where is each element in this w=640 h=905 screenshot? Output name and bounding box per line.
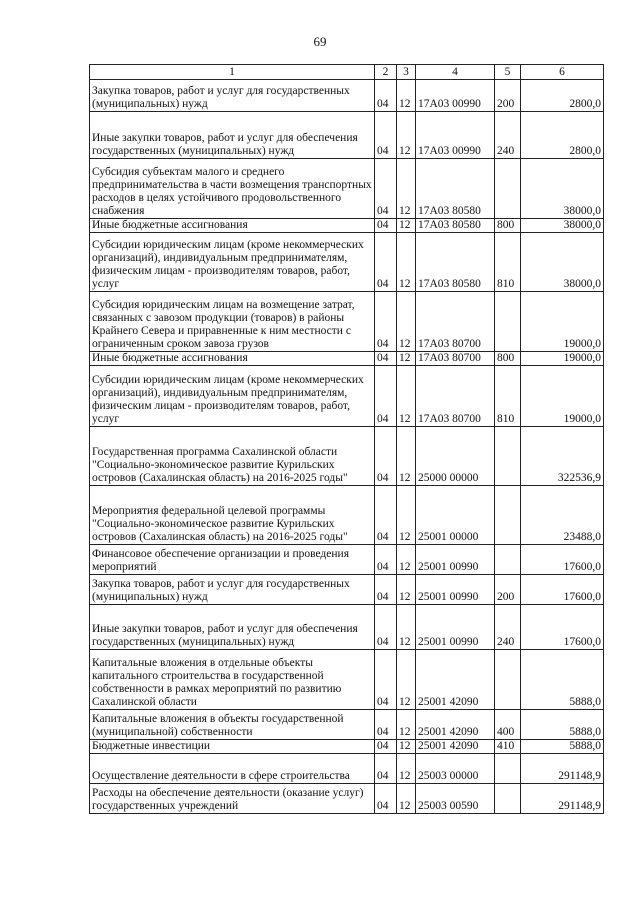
row-name-cell: Субсидии юридическим лицам (кроме некоммерческих организаций), индивидуальным предпринимателям, физическим лицам - производителям товаров, работ, услуг bbox=[90, 366, 375, 427]
subsection-code-cell: 12 bbox=[397, 352, 416, 366]
column-header: 2 bbox=[375, 65, 397, 80]
amount-cell: 38000,0 bbox=[521, 219, 604, 233]
subsection-code-cell: 12 bbox=[397, 112, 416, 159]
subsection-code-cell: 12 bbox=[397, 740, 416, 754]
section-code-cell: 04 bbox=[375, 575, 397, 605]
amount-cell: 322536,9 bbox=[521, 427, 604, 486]
column-header: 3 bbox=[397, 65, 416, 80]
amount-cell: 38000,0 bbox=[521, 233, 604, 292]
target-article-cell: 25001 42090 bbox=[416, 650, 495, 710]
target-article-cell: 25003 00000 bbox=[416, 754, 495, 784]
target-article-cell: 25000 00000 bbox=[416, 427, 495, 486]
table-row bbox=[90, 740, 604, 754]
row-name-cell: Государственная программа Сахалинской области "Социально-экономическое развитие Курильских островов (Сахалинская область) на 2016-2025 годы" bbox=[90, 427, 375, 486]
amount-cell: 17600,0 bbox=[521, 575, 604, 605]
row-name-cell: Мероприятия федеральной целевой программы "Социально-экономическое развитие Курильских островов (Сахалинская область) на 2016-2025 годы" bbox=[90, 486, 375, 545]
section-code-cell: 04 bbox=[375, 740, 397, 754]
expense-type-cell bbox=[495, 784, 521, 814]
expense-type-cell: 410 bbox=[495, 740, 521, 754]
row-name-cell: Закупка товаров, работ и услуг для государственных (муниципальных) нужд bbox=[90, 80, 375, 112]
target-article-cell: 17А03 00990 bbox=[416, 80, 495, 112]
table-row bbox=[90, 545, 604, 575]
expense-type-cell: 200 bbox=[495, 80, 521, 112]
target-article-cell: 17А03 00990 bbox=[416, 112, 495, 159]
row-name-cell: Расходы на обеспечение деятельности (оказание услуг) государственных учреждений bbox=[90, 784, 375, 814]
target-article-cell: 25001 42090 bbox=[416, 740, 495, 754]
section-code-cell: 04 bbox=[375, 159, 397, 219]
table-row bbox=[90, 427, 604, 486]
amount-cell: 291148,9 bbox=[521, 754, 604, 784]
target-article-cell: 17А03 80580 bbox=[416, 159, 495, 219]
row-name-cell: Иные закупки товаров, работ и услуг для обеспечения государственных (муниципальных) нужд bbox=[90, 112, 375, 159]
section-code-cell: 04 bbox=[375, 784, 397, 814]
column-header: 6 bbox=[521, 65, 604, 80]
amount-cell: 17600,0 bbox=[521, 605, 604, 650]
target-article-cell: 25001 00990 bbox=[416, 605, 495, 650]
row-name-cell: Осуществление деятельности в сфере строительства bbox=[90, 754, 375, 784]
amount-cell: 19000,0 bbox=[521, 366, 604, 427]
table-row bbox=[90, 710, 604, 740]
section-code-cell: 04 bbox=[375, 233, 397, 292]
subsection-code-cell: 12 bbox=[397, 486, 416, 545]
amount-cell: 23488,0 bbox=[521, 486, 604, 545]
subsection-code-cell: 12 bbox=[397, 427, 416, 486]
column-header: 1 bbox=[90, 65, 375, 80]
expense-type-cell: 800 bbox=[495, 352, 521, 366]
table-row bbox=[90, 486, 604, 545]
subsection-code-cell: 12 bbox=[397, 80, 416, 112]
amount-cell: 5888,0 bbox=[521, 740, 604, 754]
section-code-cell: 04 bbox=[375, 605, 397, 650]
row-name-cell: Финансовое обеспечение организации и проведения мероприятий bbox=[90, 545, 375, 575]
table-row bbox=[90, 112, 604, 159]
subsection-code-cell: 12 bbox=[397, 784, 416, 814]
table-row bbox=[90, 219, 604, 233]
table-row bbox=[90, 754, 604, 784]
row-name-cell: Закупка товаров, работ и услуг для государственных (муниципальных) нужд bbox=[90, 575, 375, 605]
column-header: 5 bbox=[495, 65, 521, 80]
table-row bbox=[90, 784, 604, 814]
amount-cell: 19000,0 bbox=[521, 352, 604, 366]
expense-type-cell: 240 bbox=[495, 112, 521, 159]
amount-cell: 291148,9 bbox=[521, 784, 604, 814]
row-name-cell: Бюджетные инвестиции bbox=[90, 740, 375, 754]
section-code-cell: 04 bbox=[375, 352, 397, 366]
row-name-cell: Иные бюджетные ассигнования bbox=[90, 352, 375, 366]
table-row bbox=[90, 605, 604, 650]
target-article-cell: 25001 00990 bbox=[416, 545, 495, 575]
table-row bbox=[90, 159, 604, 219]
expense-type-cell: 400 bbox=[495, 710, 521, 740]
subsection-code-cell: 12 bbox=[397, 233, 416, 292]
table-row bbox=[90, 233, 604, 292]
column-header: 4 bbox=[416, 65, 495, 80]
amount-cell: 5888,0 bbox=[521, 650, 604, 710]
table-row bbox=[90, 80, 604, 112]
subsection-code-cell: 12 bbox=[397, 366, 416, 427]
target-article-cell: 17А03 80700 bbox=[416, 352, 495, 366]
section-code-cell: 04 bbox=[375, 754, 397, 784]
table-header-row bbox=[90, 65, 604, 80]
amount-cell: 38000,0 bbox=[521, 159, 604, 219]
amount-cell: 17600,0 bbox=[521, 545, 604, 575]
section-code-cell: 04 bbox=[375, 710, 397, 740]
subsection-code-cell: 12 bbox=[397, 292, 416, 352]
amount-cell: 2800,0 bbox=[521, 112, 604, 159]
subsection-code-cell: 12 bbox=[397, 650, 416, 710]
subsection-code-cell: 12 bbox=[397, 710, 416, 740]
subsection-code-cell: 12 bbox=[397, 545, 416, 575]
expense-type-cell: 810 bbox=[495, 233, 521, 292]
target-article-cell: 17А03 80700 bbox=[416, 366, 495, 427]
page-number: 69 bbox=[313, 34, 327, 49]
subsection-code-cell: 12 bbox=[397, 605, 416, 650]
row-name-cell: Субсидия юридическим лицам на возмещение затрат, связанных с завозом продукции (товаров) в районы Крайнего Севера и приравненные к ним местности с ограниченным сроком завоза грузов bbox=[90, 292, 375, 352]
section-code-cell: 04 bbox=[375, 292, 397, 352]
expense-type-cell: 810 bbox=[495, 366, 521, 427]
target-article-cell: 25001 00000 bbox=[416, 486, 495, 545]
expense-type-cell bbox=[495, 427, 521, 486]
table-row bbox=[90, 366, 604, 427]
expense-type-cell bbox=[495, 650, 521, 710]
row-name-cell: Субсидия субъектам малого и среднего предпринимательства в части возмещения транспортных расходов в целях устойчивого продовольственного снабжения bbox=[90, 159, 375, 219]
budget-table bbox=[89, 64, 604, 814]
section-code-cell: 04 bbox=[375, 112, 397, 159]
amount-cell: 2800,0 bbox=[521, 80, 604, 112]
expense-type-cell bbox=[495, 545, 521, 575]
row-name-cell: Иные закупки товаров, работ и услуг для обеспечения государственных (муниципальных) нужд bbox=[90, 605, 375, 650]
section-code-cell: 04 bbox=[375, 80, 397, 112]
table-row bbox=[90, 292, 604, 352]
subsection-code-cell: 12 bbox=[397, 575, 416, 605]
section-code-cell: 04 bbox=[375, 486, 397, 545]
target-article-cell: 25003 00590 bbox=[416, 784, 495, 814]
subsection-code-cell: 12 bbox=[397, 219, 416, 233]
table-row bbox=[90, 575, 604, 605]
row-name-cell: Капитальные вложения в объекты государственной (муниципальной) собственности bbox=[90, 710, 375, 740]
table-row bbox=[90, 650, 604, 710]
subsection-code-cell: 12 bbox=[397, 159, 416, 219]
subsection-code-cell: 12 bbox=[397, 754, 416, 784]
table-row bbox=[90, 352, 604, 366]
expense-type-cell bbox=[495, 486, 521, 545]
row-name-cell: Иные бюджетные ассигнования bbox=[90, 219, 375, 233]
expense-type-cell bbox=[495, 159, 521, 219]
row-name-cell: Капитальные вложения в отдельные объекты капитального строительства в государственной собственности в рамках мероприятий по развитию Сахалинской области bbox=[90, 650, 375, 710]
target-article-cell: 17А03 80700 bbox=[416, 292, 495, 352]
target-article-cell: 25001 00990 bbox=[416, 575, 495, 605]
section-code-cell: 04 bbox=[375, 650, 397, 710]
row-name-cell: Субсидии юридическим лицам (кроме некоммерческих организаций), индивидуальным предпринимателям, физическим лицам - производителям товаров, работ, услуг bbox=[90, 233, 375, 292]
target-article-cell: 17А03 80580 bbox=[416, 233, 495, 292]
section-code-cell: 04 bbox=[375, 219, 397, 233]
amount-cell: 19000,0 bbox=[521, 292, 604, 352]
expense-type-cell bbox=[495, 754, 521, 784]
expense-type-cell bbox=[495, 292, 521, 352]
target-article-cell: 25001 42090 bbox=[416, 710, 495, 740]
amount-cell: 5888,0 bbox=[521, 710, 604, 740]
expense-type-cell: 200 bbox=[495, 575, 521, 605]
expense-type-cell: 800 bbox=[495, 219, 521, 233]
section-code-cell: 04 bbox=[375, 427, 397, 486]
section-code-cell: 04 bbox=[375, 545, 397, 575]
expense-type-cell: 240 bbox=[495, 605, 521, 650]
section-code-cell: 04 bbox=[375, 366, 397, 427]
target-article-cell: 17А03 80580 bbox=[416, 219, 495, 233]
